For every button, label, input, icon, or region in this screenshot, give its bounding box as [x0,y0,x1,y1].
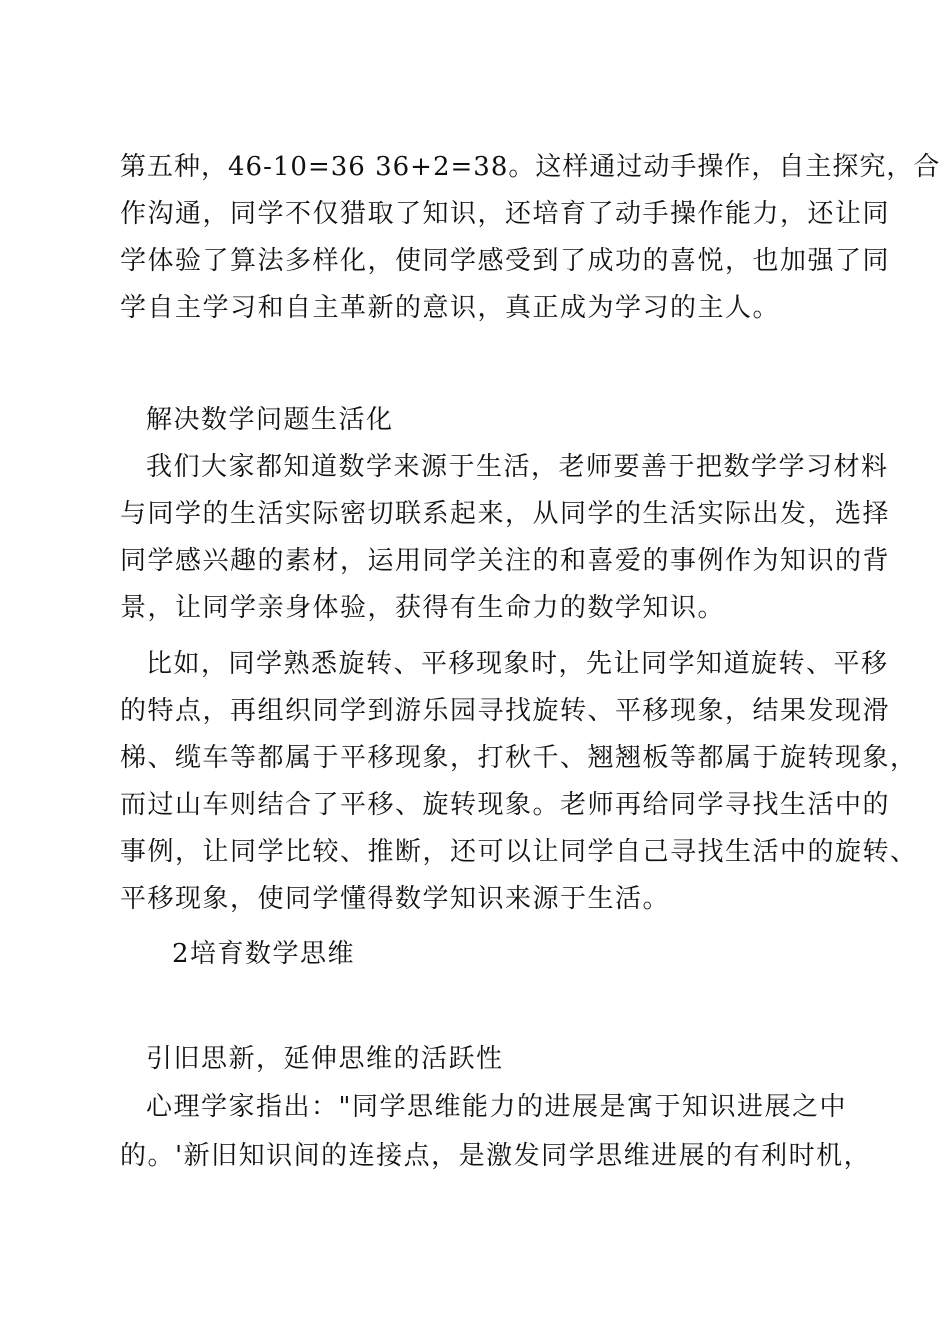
body-text-line: 学自主学习和自主革新的意识，真正成为学习的主人。 [120,293,781,323]
body-text-line: 的。'新旧知识间的连接点，是激发同学思维进展的有利时机， [120,1141,872,1171]
body-text-line: 景，让同学亲身体验，获得有生命力的数学知识。 [120,593,726,623]
section-subheading: 解决数学问题生活化 [146,405,394,435]
body-text-line: 而过山车则结合了平移、旋转现象。老师再给同学寻找生活中的 [120,790,891,820]
body-text-line: 心理学家指出："同学思维能力的进展是寓于知识进展之中 [146,1092,847,1122]
body-text-line: 平移现象，使同学懂得数学知识来源于生活。 [120,884,671,914]
body-text-line: 比如，同学熟悉旋转、平移现象时，先让同学知道旋转、平移 [146,649,889,679]
body-text-line: 同学感兴趣的素材，运用同学关注的和喜爱的事例作为知识的背 [120,546,891,576]
section-subheading: 引旧思新，延伸思维的活跃性 [146,1044,504,1074]
body-text-line: 的特点，再组织同学到游乐园寻找旋转、平移现象，结果发现滑 [120,696,891,726]
body-text-line: 学体验了算法多样化，使同学感受到了成功的喜悦，也加强了同 [120,246,891,276]
body-text-line: 事例，让同学比较、推断，还可以让同学自己寻找生活中的旋转、 [120,837,918,867]
section-heading: 2培育数学思维 [172,939,356,969]
body-text-line: 与同学的生活实际密切联系起来，从同学的生活实际出发，选择 [120,499,891,529]
body-text-line: 梯、缆车等都属于平移现象，打秋千、翘翘板等都属于旋转现象， [120,743,918,773]
body-text-line: 作沟通，同学不仅猎取了知识，还培育了动手操作能力，还让同 [120,199,891,229]
body-text-line: 我们大家都知道数学来源于生活，老师要善于把数学学习材料 [146,452,889,482]
body-text-line: 第五种，46-10=36 36+2=38。这样通过动手操作，自主探究，合 [120,152,941,182]
